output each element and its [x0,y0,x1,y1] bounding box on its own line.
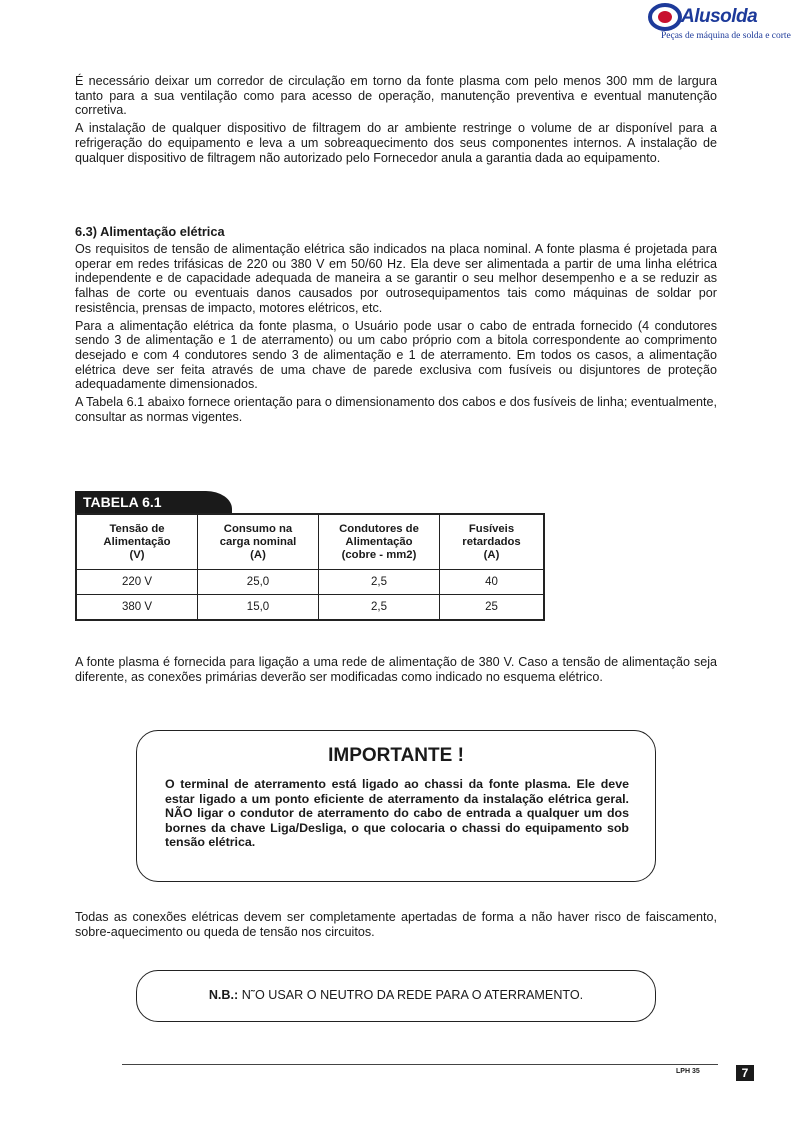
footer-divider [122,1064,718,1065]
intro-section [75,74,717,165]
after-table-section [75,655,717,684]
cell-fuses: 40 [440,570,545,595]
nb-note [137,971,655,1019]
connections-section [75,910,717,939]
nb-box [136,970,656,1022]
sizing-table [75,513,545,621]
cell-voltage: 380 V [76,595,198,621]
power-supply-section [75,224,717,424]
connections-paragraph: Todas as conexões elétricas devem ser completamente apertadas de forma a não haver risco de faiscamento, sobre-aquecimento ou queda de tensão nos circuitos. [75,910,717,939]
important-text: O terminal de aterramento está ligado ao chassi da fonte plasma. Ele deve estar ligado a um ponto eficiente de aterramento da instalação elétrica geral. NÃO ligar o condutor de aterramento do cabo de entrada a qualquer um dos bornes da chave Liga/Desliga, o que colocaria o chassi do equipamento sob tensão elétrica. [165,777,629,850]
important-box [136,730,656,882]
table-row [76,570,544,595]
important-title: IMPORTANTE ! [328,745,464,766]
section-paragraph-3: A Tabela 6.1 abaixo fornece orientação para o dimensionamento dos cabos e dos fusíveis de linha; eventualmente, consultar as normas vigentes. [75,395,717,424]
intro-paragraph-1: É necessário deixar um corredor de circulação em torno da fonte plasma com pelo menos 300 mm de largura tanto para a sua ventilação como para acesso de operação, manutenção preventiva e eventual manutenção corretiva. [75,74,717,118]
table-row [76,595,544,621]
header-fuses: Fusíveis retardados (A) [440,514,545,570]
logo-name: Alusolda [681,6,758,27]
nb-label: N.B.: [208,988,239,1002]
page-number: 7 [736,1065,754,1081]
footer-model-code: LPH 35 [676,1068,700,1075]
cell-conductors: 2,5 [319,570,440,595]
table-6-1 [75,491,545,621]
logo-tagline: Peças de máquina de solda e corte [661,31,791,41]
section-paragraph-1: Os requisitos de tensão de alimentação elétrica são indicados na placa nominal. A fonte plasma é projetada para operar em redes trifásicas de 220 ou 380 V em 50/60 Hz. Ela deve ser alimentada a partir de uma linha elétrica independente e de capacidade adequada de maneira a se garantir o seu melhor desempenho e a se reduzir as falhas de corte ou eventuais danos causados por outrosequipamentos tais como máquinas de soldar por resistência, prensas de impacto, motores elétricos, etc. [75,242,717,315]
header-consumption: Consumo na carga nominal (A) [198,514,319,570]
cell-consumption: 25,0 [198,570,319,595]
alusolda-logo [647,2,791,44]
section-title: 6.3) Alimentação elétrica [75,224,225,239]
cell-voltage: 220 V [76,570,198,595]
table-title: TABELA 6.1 [75,491,232,513]
header-conductors: Condutores de Alimentação (cobre - mm2) [319,514,440,570]
after-table-paragraph: A fonte plasma é fornecida para ligação a uma rede de alimentação de 380 V. Caso a tensão de alimentação seja diferente, as conexões primárias deverão ser modificadas como indicado no esquema elétrico. [75,655,717,684]
cell-consumption: 15,0 [198,595,319,621]
nb-text: N˜O USAR O NEUTRO DA REDE PARA O ATERRAMENTO. [238,988,584,1002]
cell-fuses: 25 [440,595,545,621]
cell-conductors: 2,5 [319,595,440,621]
section-paragraph-2: Para a alimentação elétrica da fonte plasma, o Usuário pode usar o cabo de entrada fornecido (4 condutores sendo 3 de alimentação e 1 de aterramento) ou um cabo próprio com a bitola correspondente ao comprimento desejado e com 4 condutores sendo 3 de alimentação e 1 de aterramento. Em todos os casos, a alimentação elétrica deve ser feita através de uma chave de parede exclusiva com fusíveis ou disjuntores de proteção adequadamente dimensionados. [75,318,717,392]
table-header-row [76,514,544,570]
header-voltage: Tensão de Alimentação (V) [76,514,198,570]
intro-paragraph-2: A instalação de qualquer dispositivo de filtragem do ar ambiente restringe o volume de ar disponível para a refrigeração do equipamento e leva a um sobreaquecimento dos seus componentes internos. A instalação de qualquer dispositivo de filtragem não autorizado pelo Fornecedor anula a garantia dada ao equipamento. [75,121,717,165]
